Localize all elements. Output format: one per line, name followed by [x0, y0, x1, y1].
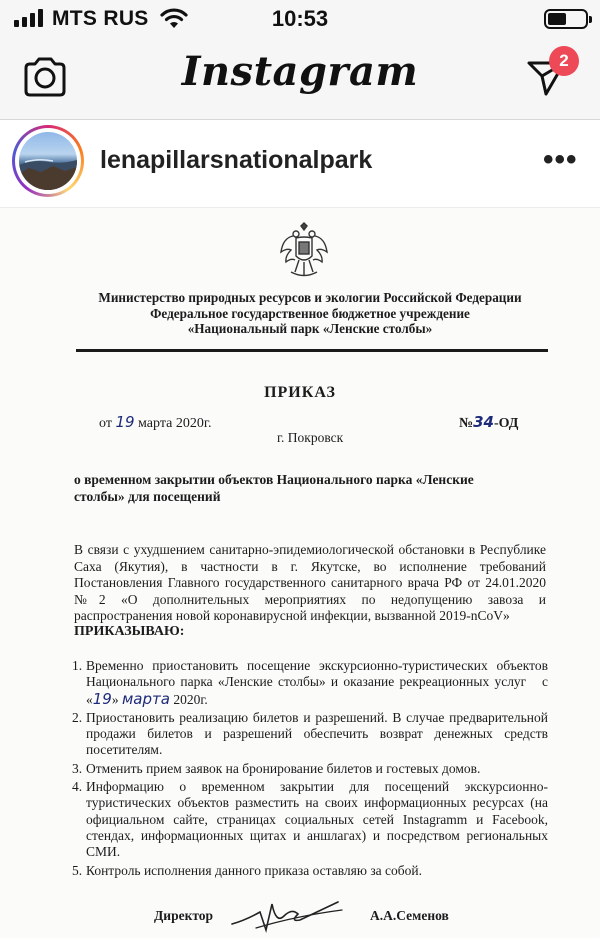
post-header [0, 120, 600, 208]
instagram-logo: Instagram [181, 48, 419, 95]
post-image-document[interactable] [0, 208, 600, 938]
document-title: ПРИКАЗ [264, 384, 336, 401]
handwritten-month: марта [121, 689, 170, 708]
signatory-name: А.А.Семенов [370, 908, 449, 923]
avatar[interactable] [19, 132, 77, 190]
list-item: 4. Информацию о временном закрытии для посещений экскурсионно-туристических объектов разместить на своих информационных ресурсах (на официальном сайте, страницах социальных сетей Instagramm и Facebook, стендах, информационных щитах и аншлагах) и посредством региональных СМИ. [72, 779, 548, 860]
ministry-line: Министерство природных ресурсов и экологии Российской Федерации [98, 290, 522, 305]
header-divider [76, 349, 548, 352]
order-items [74, 658, 548, 881]
signatory-role: Директор [154, 908, 214, 923]
document-date: от 19 марта 2020г. [99, 413, 212, 431]
document-city: г. Покровск [277, 430, 344, 445]
list-item: 3. Отменить прием заявок на бронирование билетов и гостевых домов. [72, 760, 481, 776]
document-number: №34-ОД [459, 413, 519, 431]
handwritten-day: 19 [92, 689, 112, 708]
story-ring[interactable] [12, 125, 84, 197]
ministry-line: Федеральное государственное бюджетное учреждение [150, 305, 470, 321]
document-subject: о временном закрытии объектов Национального парка «Ленские столбы» для посещений [74, 472, 474, 504]
list-item: 1. Временно приостановить посещение экскурсионно-туристических объектов Национального парка «Ленские столбы» и оказание рекреационных услуг с «19» марта 2020г. [72, 658, 549, 708]
document-preamble: В связи с ухудшением санитарно-эпидемиологической обстановки в Республике Саха (Якутия), в частности в г. Якутске, во исполнение требований Постановления Главного государственного санитарного врача РФ от 24.01.2020 №2 «О дополнительных мероприятиях по недопущению завоза и распространения новой коронавирусной инфекции, вызванной 2019-nCoV» [74, 542, 546, 623]
list-item: 2. Приостановить реализацию билетов и разрешений. В случае предварительной продажи билетов и разрешений обеспечить возврат денежных средств посетителям. [72, 709, 548, 758]
carrier-name: MTS RUS [52, 7, 149, 30]
unread-badge[interactable]: 2 [549, 46, 579, 76]
post-username[interactable]: lenapillarsnationalpark [100, 146, 373, 174]
more-options-icon[interactable]: ••• [543, 143, 578, 176]
battery-icon [544, 9, 588, 29]
coat-of-arms-emblem [279, 222, 329, 280]
handwritten-day: 19 [115, 413, 135, 431]
ministry-header [60, 290, 560, 337]
handwritten-signature [226, 894, 346, 934]
status-time: 10:53 [271, 6, 329, 31]
list-item: 5. Контроль исполнения данного приказа оставляю за собой. [72, 862, 422, 878]
instagram-header [0, 38, 600, 120]
landscape-icon [19, 132, 77, 190]
handwritten-number: 34 [473, 413, 494, 431]
ministry-line: «Национальный парк «Ленские столбы» [187, 321, 433, 336]
order-verb: ПРИКАЗЫВАЮ: [74, 624, 185, 639]
status-bar [0, 0, 600, 38]
